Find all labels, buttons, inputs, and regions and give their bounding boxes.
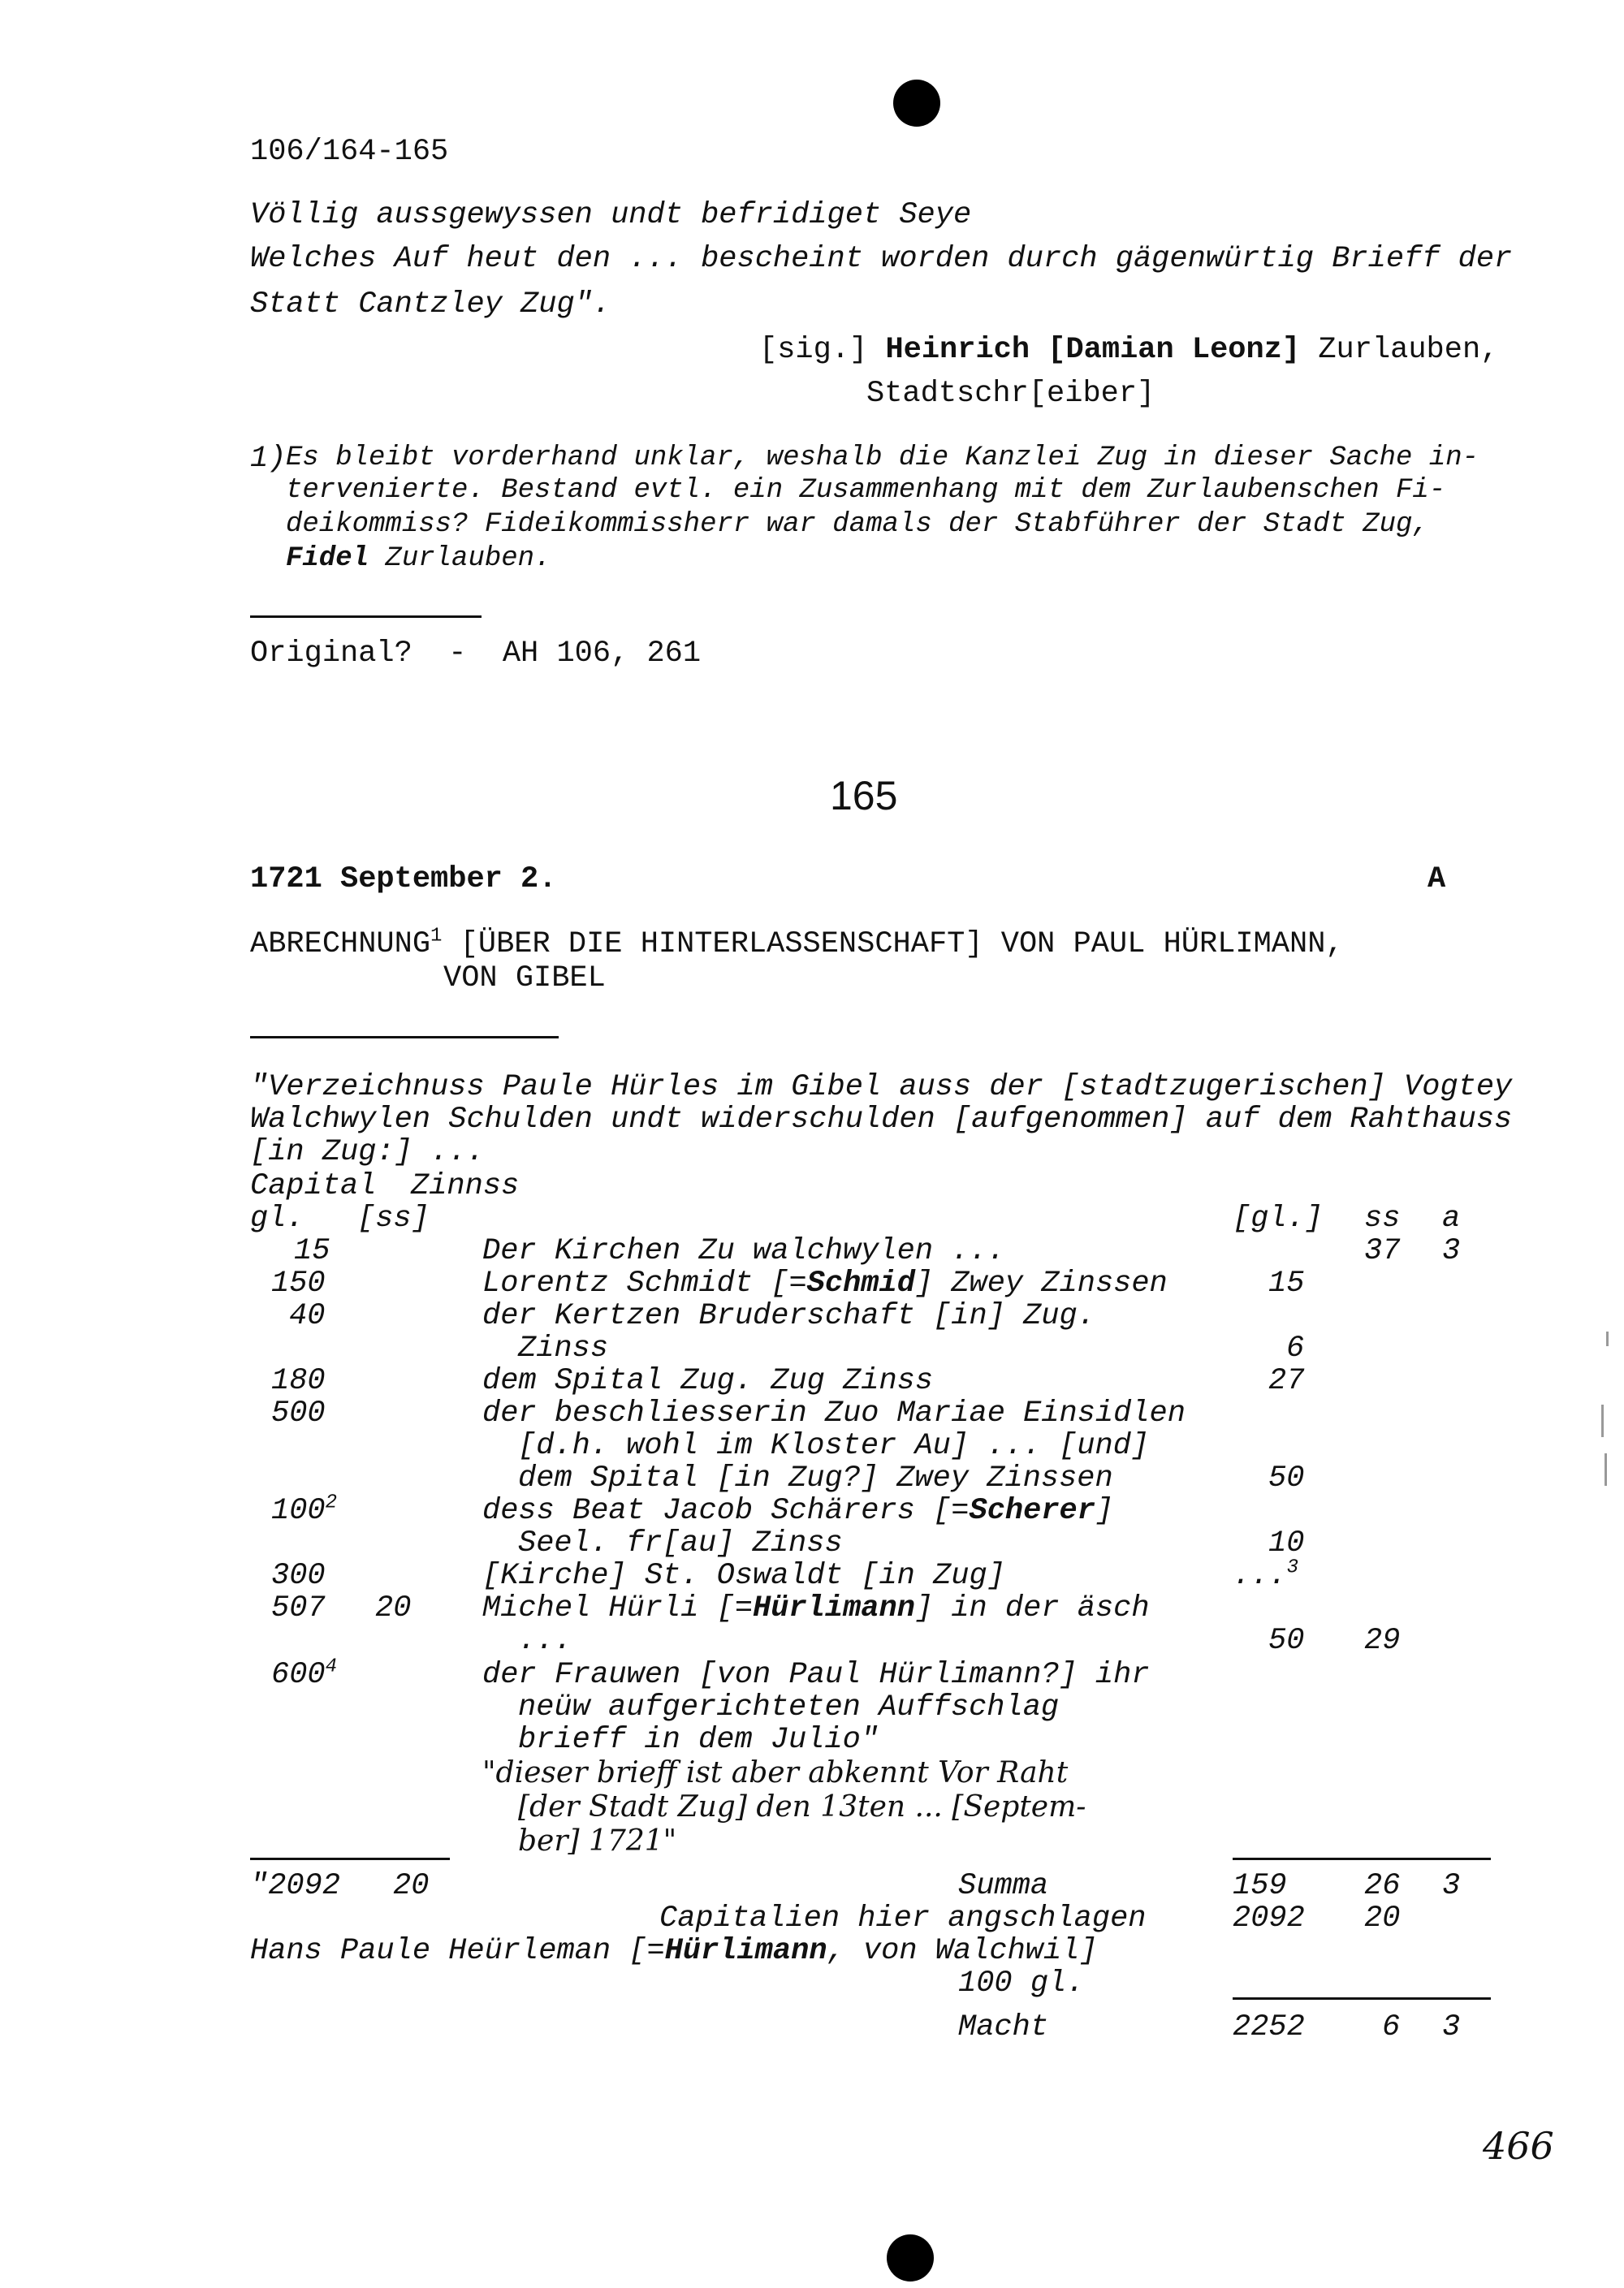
gl-value: 15 xyxy=(1268,1267,1305,1301)
title-footnote-ref: 1 xyxy=(430,925,443,948)
entry-text-part: Michel Hürli [= xyxy=(482,1591,754,1625)
entry-text: der Kertzen Bruderschaft [in] Zug. xyxy=(482,1299,1095,1333)
text-line: Welches Auf heut den ... bescheint worden durch gägenwürtig Brieff der xyxy=(250,242,1513,276)
capital-value: 500 xyxy=(271,1397,326,1431)
entry-text: dem Spital Zug. Zug Zinss xyxy=(482,1364,934,1398)
gl-value: 50 xyxy=(1268,1461,1305,1496)
capital-number: 600 xyxy=(271,1658,326,1692)
a-value: 3 xyxy=(1442,1234,1461,1268)
entry-text-cont: Seel. fr[au] Zinss xyxy=(518,1526,843,1561)
entry-text: der Frauwen [von Paul Hürlimann?] ihr xyxy=(482,1658,1150,1692)
entry-text-part: dess Beat Jacob Schärers [= xyxy=(482,1494,970,1528)
capital-value: 507 xyxy=(271,1591,326,1625)
entry-text-cont: dem Spital [in Zug?] Zwey Zinssen xyxy=(518,1461,1113,1496)
hans-bold: Hürlimann xyxy=(664,1934,827,1968)
sum-rule-right xyxy=(1233,1858,1491,1860)
summa-ss-right: 26 xyxy=(1364,1869,1401,1903)
document-number: 165 xyxy=(830,773,898,818)
entry-text xyxy=(482,1591,1150,1625)
entry-text xyxy=(482,1494,1113,1528)
text-line: Völlig aussgewyssen undt befridiget Seye xyxy=(250,198,972,232)
gl-value xyxy=(1233,1556,1299,1593)
hans-text: Hans Paule Heürleman [= xyxy=(250,1934,665,1968)
entry-text xyxy=(482,1267,1168,1301)
footnote-ref: 2 xyxy=(325,1492,338,1514)
scan-mark xyxy=(1605,1453,1607,1486)
document-title-line2: VON GIBEL xyxy=(443,961,606,995)
script-note-line: ber] 1721" xyxy=(518,1824,677,1858)
divider xyxy=(250,615,482,618)
entry-text-bold: Hürlimann xyxy=(753,1591,915,1625)
ss-value: 29 xyxy=(1364,1624,1401,1658)
capital-value: 300 xyxy=(271,1559,326,1593)
capital-value: 150 xyxy=(271,1267,326,1301)
summa-capital: "2092 xyxy=(250,1869,341,1903)
source-note: Original? - AH 106, 261 xyxy=(250,637,702,671)
intro-line: [in Zug:] ... xyxy=(250,1135,485,1169)
header-ss: [ss] xyxy=(357,1202,430,1236)
capitalien-label: Capitalien hier angschlagen xyxy=(659,1902,1147,1936)
hans-amount: 100 gl. xyxy=(958,1966,1085,2001)
entry-text-bold: Scherer xyxy=(969,1494,1095,1528)
summa-a: 3 xyxy=(1442,1869,1461,1903)
scan-mark xyxy=(1601,1405,1604,1437)
signature-suffix: Zurlauben, xyxy=(1300,333,1499,367)
entry-text-cont: neüw aufgerichteten Auffschlag xyxy=(518,1690,1060,1725)
signature-prefix: [sig.] xyxy=(759,333,886,367)
punch-hole-bottom xyxy=(887,2234,934,2282)
document-title xyxy=(250,927,1344,961)
capitalien-ss: 20 xyxy=(1364,1902,1401,1936)
signature-line xyxy=(759,333,1498,367)
handwritten-page-number: 466 xyxy=(1483,2124,1554,2168)
document-date: 1721 September 2. xyxy=(250,862,557,896)
signature-title: Stadtschr[eiber] xyxy=(866,377,1155,411)
summa-ss: 20 xyxy=(393,1869,430,1903)
punch-hole-top xyxy=(893,80,940,127)
footnote-line: tervenierte. Bestand evtl. ein Zusammenhang mit dem Zurlaubenschen Fi- xyxy=(286,475,1446,506)
entry-text-cont: ... xyxy=(518,1624,572,1658)
macht-ss: 6 xyxy=(1382,2010,1401,2044)
footnote-line: Es bleibt vorderhand unklar, weshalb die Kanzlei Zug in dieser Sache in- xyxy=(286,442,1479,473)
script-note-line: "dieser brieff ist aber abkennt Vor Raht xyxy=(482,1756,1069,1789)
footnote-rest: Zurlauben. xyxy=(369,543,551,574)
entry-text: Der Kirchen Zu walchwylen ... xyxy=(482,1234,1005,1268)
header-capital: Capital xyxy=(250,1169,377,1203)
header-zinnss: Zinnss xyxy=(411,1169,520,1203)
capitalien-gl: 2092 xyxy=(1233,1902,1305,1936)
entry-text: [Kirche] St. Oswaldt [in Zug] xyxy=(482,1559,1005,1593)
title-start: ABRECHNUNG xyxy=(250,927,431,961)
footnote-ref: 4 xyxy=(325,1656,338,1678)
entry-text-cont: brieff in dem Julio" xyxy=(518,1723,879,1757)
entry-text: der beschliesserin Zuo Mariae Einsidlen xyxy=(482,1397,1186,1431)
divider xyxy=(250,1036,559,1038)
capital-value: 180 xyxy=(271,1364,326,1398)
page-reference: 106/164-165 xyxy=(250,135,449,169)
macht-label: Macht xyxy=(958,2010,1049,2044)
entry-text-part: ] xyxy=(1095,1494,1114,1528)
intro-line: Walchwylen Schulden undt widerschulden [aufgenommen] auf dem Rahthauss xyxy=(250,1103,1513,1137)
entry-text-bold: Schmid xyxy=(806,1267,915,1301)
capital-ss-value: 20 xyxy=(375,1591,412,1625)
capital-value xyxy=(271,1658,337,1692)
header-gl: gl. xyxy=(250,1202,304,1236)
capital-value: 40 xyxy=(289,1299,326,1333)
entry-text-part: Lorentz Schmidt [= xyxy=(482,1267,807,1301)
intro-line: "Verzeichnuss Paule Hürles im Gibel auss der [stadtzugerischen] Vogtey xyxy=(250,1070,1513,1104)
gl-number: ... xyxy=(1233,1559,1287,1593)
gl-value: 50 xyxy=(1268,1624,1305,1658)
hans-text: , von Walchwil] xyxy=(827,1934,1098,1968)
header-ss-right: ss xyxy=(1364,1202,1401,1236)
summa-label: Summa xyxy=(958,1869,1049,1903)
header-a: a xyxy=(1442,1202,1461,1236)
document-type: A xyxy=(1427,862,1446,896)
header-gl-right: [gl.] xyxy=(1233,1202,1324,1236)
gl-value: 27 xyxy=(1268,1364,1305,1398)
capital-number: 100 xyxy=(271,1494,326,1528)
footnote-line: deikommiss? Fideikommissherr war damals der Stabführer der Stadt Zug, xyxy=(286,509,1429,540)
footnote-bold-name: Fidel xyxy=(286,543,369,574)
entry-text-part: ] Zwey Zinssen xyxy=(914,1267,1168,1301)
entry-text-cont: Zinss xyxy=(518,1332,609,1366)
footnote-line xyxy=(286,542,551,575)
text-line: Statt Cantzley Zug". xyxy=(250,287,611,322)
capital-value: 15 xyxy=(294,1234,330,1268)
gl-value: 10 xyxy=(1268,1526,1305,1561)
entry-text-cont: [d.h. wohl im Kloster Au] ... [und] xyxy=(518,1429,1150,1463)
entry-text-part: ] in der äsch xyxy=(914,1591,1150,1625)
signature-name: Heinrich [Damian Leonz] xyxy=(885,333,1301,367)
macht-a: 3 xyxy=(1442,2010,1461,2044)
ss-value: 37 xyxy=(1364,1234,1401,1268)
capital-value xyxy=(271,1494,337,1528)
macht-gl: 2252 xyxy=(1233,2010,1305,2044)
summa-gl: 159 xyxy=(1233,1869,1287,1903)
title-end: [ÜBER DIE HINTERLASSENSCHAFT] VON PAUL HÜRLIMANN, xyxy=(442,927,1344,961)
footnote-ref: 3 xyxy=(1286,1556,1299,1579)
gl-value: 6 xyxy=(1286,1332,1305,1366)
sum-rule-left xyxy=(250,1858,450,1860)
script-note-line: [der Stadt Zug] den 13ten ... [Septem- xyxy=(518,1790,1086,1824)
hans-line xyxy=(250,1934,1098,1968)
footnote-marker: 1) xyxy=(250,442,287,476)
macht-rule xyxy=(1233,1997,1491,2000)
scan-mark xyxy=(1606,1332,1609,1346)
